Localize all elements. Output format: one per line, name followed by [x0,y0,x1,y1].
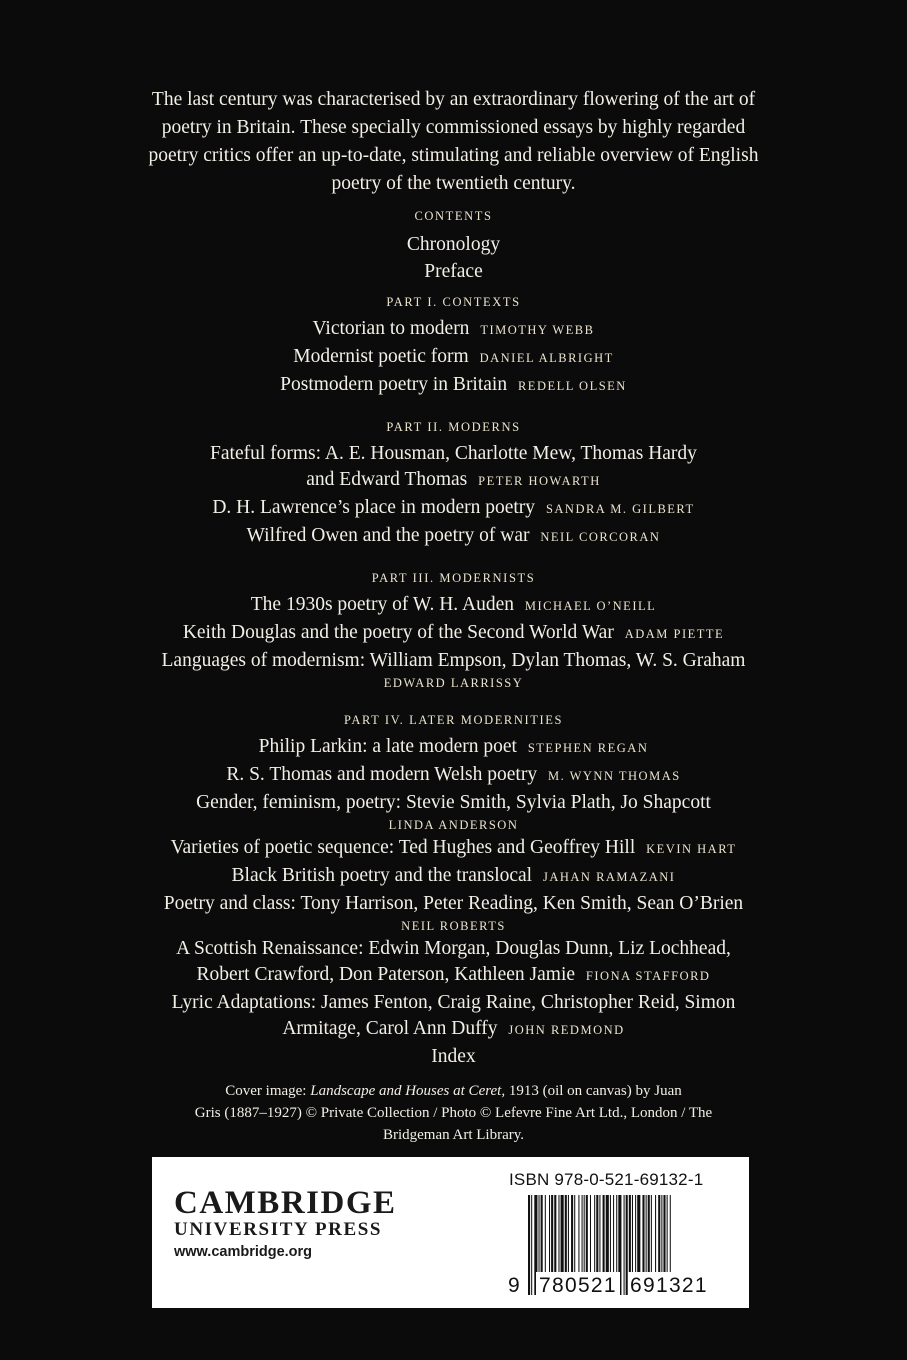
toc-title: Languages of modernism: William Empson, Dylan Thomas, W. S. Graham [161,650,746,671]
barcode-bar [528,1195,530,1295]
toc-entry [110,863,797,890]
toc-author: EDWARD LARRISSY [383,676,524,690]
toc-author: JAHAN RAMAZANI [542,870,676,884]
toc-entry [110,344,797,371]
barcode-bar [531,1195,532,1295]
cover-credit [170,1080,737,1146]
toc-author: NEIL ROBERTS [401,919,506,933]
toc-author: JOHN REDMOND [508,1023,625,1037]
toc-entry [110,620,797,647]
contents-heading: CONTENTS [414,209,493,223]
toc-entry [110,835,797,862]
toc-entry [110,372,797,399]
toc-author: PETER HOWARTH [478,474,601,488]
toc-title: Gender, feminism, poetry: Stevie Smith, Sylvia Plath, Jo Shapcott [196,792,711,813]
toc-entry [110,441,797,494]
publisher-website: www.cambridge.org [174,1244,313,1260]
toc-entry [110,936,797,989]
toc-title: A Scottish Renaissance: Edwin Morgan, Douglas Dunn, Liz Lochhead, [176,938,731,959]
toc-author: NEIL CORCORAN [540,530,661,544]
toc-title-cont: Robert Crawford, Don Paterson, Kathleen Jamie [196,964,576,985]
publisher-panel [152,1157,749,1308]
toc-title: Keith Douglas and the poetry of the Second World War [182,622,614,643]
part-3-heading: PART III. MODERNISTS [371,571,536,585]
isbn-label: ISBN 978-0-521-69132-1 [509,1170,704,1189]
toc-entry [110,790,797,834]
contents-section [110,208,797,1071]
toc-author: REDELL OLSEN [517,379,627,393]
toc-entry [110,891,797,935]
toc-title: Postmodern poetry in Britain [280,374,508,395]
toc-author: TIMOTHY WEBB [480,323,595,337]
part-4-heading: PART IV. LATER MODERNITIES [343,713,564,727]
toc-title-cont: and Edward Thomas [306,469,468,490]
toc-title: R. S. Thomas and modern Welsh poetry [226,764,538,785]
toc-entry [110,523,797,550]
publisher-name: CAMBRIDGE [174,1185,397,1221]
barcode-right-digits: 691321 [630,1274,708,1295]
credit-line3: Bridgeman Art Library. [382,1127,525,1143]
barcode [492,1195,732,1295]
credit-line1: 1913 (oil on canvas) by Juan [505,1083,682,1099]
toc-author: FIONA STAFFORD [585,969,711,983]
barcode-left-digits: 780521 [539,1274,617,1295]
toc-author: DANIEL ALBRIGHT [479,351,614,365]
contents-index: Index [431,1046,476,1067]
toc-title: Wilfred Owen and the poetry of war [246,525,530,546]
toc-author: STEPHEN REGAN [527,741,649,755]
toc-title: Fateful forms: A. E. Housman, Charlotte Mew, Thomas Hardy [210,443,697,464]
credit-artwork-title: Landscape and Houses at Ceret, [310,1083,506,1099]
toc-author: KEVIN HART [646,842,737,856]
toc-title: Victorian to modern [312,318,470,339]
toc-title: The 1930s poetry of W. H. Auden [250,594,514,615]
toc-entry [110,990,797,1043]
part-1-heading: PART I. CONTEXTS [386,295,521,309]
toc-title: Lyric Adaptations: James Fenton, Craig Raine, Christopher Reid, Simon [171,992,736,1013]
barcode-bar [626,1195,628,1295]
toc-author: MICHAEL O’NEILL [524,599,657,613]
toc-entry [110,592,797,619]
credit-line2: Gris (1887–1927) © Private Collection / Photo © Lefevre Fine Art Ltd., London / The [194,1105,713,1121]
toc-author: SANDRA M. GILBERT [545,502,695,516]
toc-title-cont: Armitage, Carol Ann Duffy [282,1018,498,1039]
toc-author: M. WYNN THOMAS [547,769,681,783]
blurb-text: The last century was characterised by an extraordinary flowering of the art of poetry in Britain. These specially commissioned essays by highly regarded poetry critics offer an up-to-date, stimulating and reliable overview of English poetry of the twentieth century. [148,89,759,194]
toc-title: D. H. Lawrence’s place in modern poetry [212,497,536,518]
toc-entry [110,495,797,522]
toc-title: Poetry and class: Tony Harrison, Peter Reading, Ken Smith, Sean O’Brien [163,893,744,914]
barcode-bar [624,1195,625,1295]
toc-entry [110,316,797,343]
toc-author: ADAM PIETTE [624,627,725,641]
toc-title: Philip Larkin: a late modern poet [258,736,517,757]
toc-entry [110,762,797,789]
toc-title: Modernist poetic form [293,346,469,367]
toc-author: LINDA ANDERSON [388,818,519,832]
contents-preface: Preface [424,261,483,282]
toc-title: Black British poetry and the translocal [231,865,533,886]
barcode-first-digit: 9 [508,1274,520,1295]
publisher-subname: UNIVERSITY PRESS [174,1219,383,1240]
publisher-logo [174,1187,397,1263]
toc-entry [110,648,797,692]
toc-title: Varieties of poetic sequence: Ted Hughes and Geoffrey Hill [170,837,636,858]
toc-entry [110,734,797,761]
contents-chronology: Chronology [406,234,501,255]
part-2-heading: PART II. MODERNS [386,420,521,434]
credit-prefix: Cover image: [225,1083,311,1099]
